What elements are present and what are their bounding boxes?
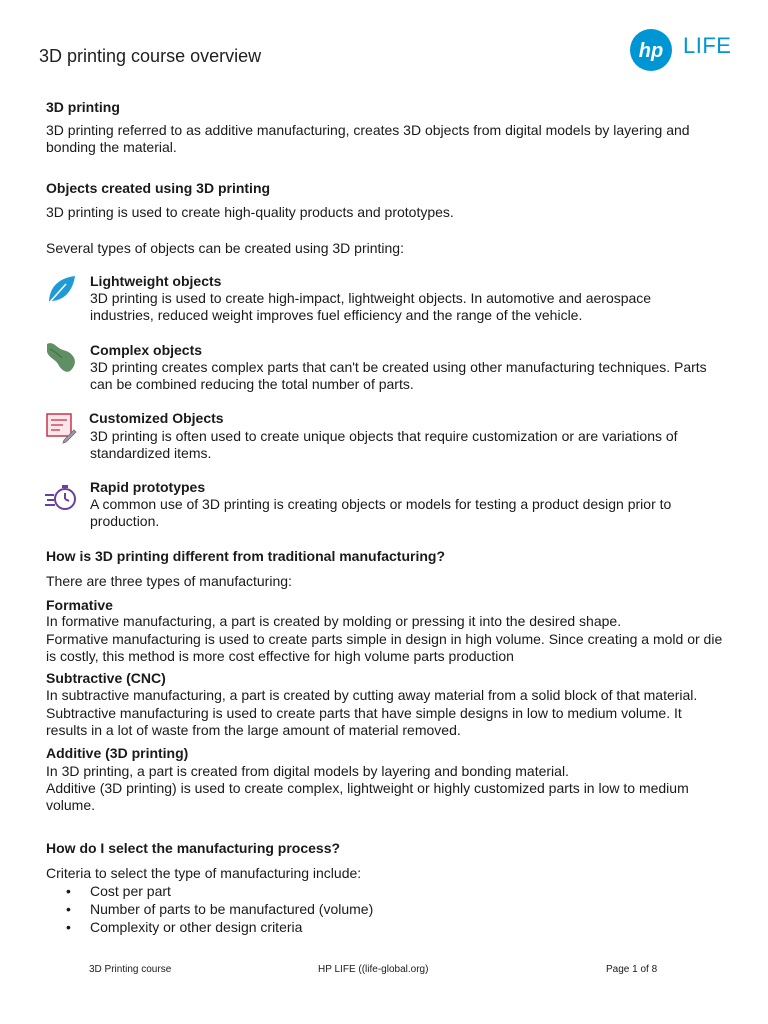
footer-center: HP LIFE ((life-global.org) [318, 964, 429, 975]
paragraph-select-intro: Criteria to select the type of manufacturing include: [46, 865, 362, 881]
list-item: • Complexity or other design criteria [66, 918, 373, 936]
paragraph-objects-intro: 3D printing is used to create high-quality products and prototypes. [46, 204, 454, 220]
leaf-icon [44, 272, 78, 306]
type-name-subtractive: Subtractive (CNC) [46, 670, 166, 686]
type-line2-additive: Additive (3D printing) is used to create complex, lightweight or highly customized parts in low to medium volume. [46, 780, 689, 813]
type-line1-additive: In 3D printing, a part is created from digital models by layering and bonding material. [46, 763, 569, 779]
stopwatch-icon [44, 480, 78, 514]
footer-page-number: Page 1 of 8 [606, 964, 658, 975]
type-name-formative: Formative [46, 597, 113, 613]
paragraph-3d-printing: 3D printing referred to as additive manufacturing, creates 3D objects from digital models by layering and bonding the material. [46, 122, 690, 155]
item-body-customized: 3D printing is often used to create unique objects that require customization or are variations of standardized items. [90, 428, 678, 461]
paragraph-different-intro: There are three types of manufacturing: [46, 573, 292, 589]
item-title-customized: Customized Objects [89, 410, 224, 426]
section-heading-different: How is 3D printing different from traditional manufacturing? [46, 548, 446, 564]
type-name-additive: Additive (3D printing) [46, 745, 189, 761]
criteria-list [66, 882, 373, 936]
page-title: 3D printing course overview [39, 46, 262, 66]
list-item: • Cost per part [66, 882, 373, 900]
list-item: • Number of parts to be manufactured (volume) [66, 900, 373, 918]
logo-word: LIFE [683, 33, 732, 58]
section-heading-3d-printing: 3D printing [46, 99, 120, 115]
item-title-rapid: Rapid prototypes [90, 479, 206, 495]
item-body-complex: 3D printing creates complex parts that can't be created using other manufacturing techniques. Parts can be combined reducing the total number of parts. [90, 359, 707, 392]
item-body-lightweight: 3D printing is used to create high-impact, lightweight objects. In automotive and aerospace industries, reduced weight improves fuel efficiency and the range of the vehicle. [90, 290, 652, 323]
item-title-complex: Complex objects [90, 342, 203, 358]
logo-mark: hp [638, 40, 664, 62]
customize-icon [44, 410, 78, 444]
item-body-rapid: A common use of 3D printing is creating objects or models for testing a product design prior to production. [90, 496, 672, 529]
type-line1-formative: In formative manufacturing, a part is created by molding or pressing it into the desired shape. [46, 613, 622, 629]
paragraph-objects-types: Several types of objects can be created using 3D printing: [46, 240, 404, 256]
item-title-lightweight: Lightweight objects [90, 273, 222, 289]
type-line2-subtractive: Subtractive manufacturing is used to create parts that have simple designs in low to medium volume. It results in a lot of waste from the large amount of material removed. [46, 705, 682, 738]
section-heading-objects: Objects created using 3D printing [46, 180, 271, 196]
section-heading-select: How do I select the manufacturing process? [46, 840, 341, 856]
type-line1-subtractive: In subtractive manufacturing, a part is created by cutting away material from a solid block of that material. [46, 687, 698, 703]
type-line2-formative: Formative manufacturing is used to create parts simple in design in high volume. Since creating a mold or die is costly, this method is more cost effective for high volume parts production [46, 631, 723, 664]
complex-shape-icon [44, 340, 78, 374]
footer-left: 3D Printing course [89, 964, 172, 975]
